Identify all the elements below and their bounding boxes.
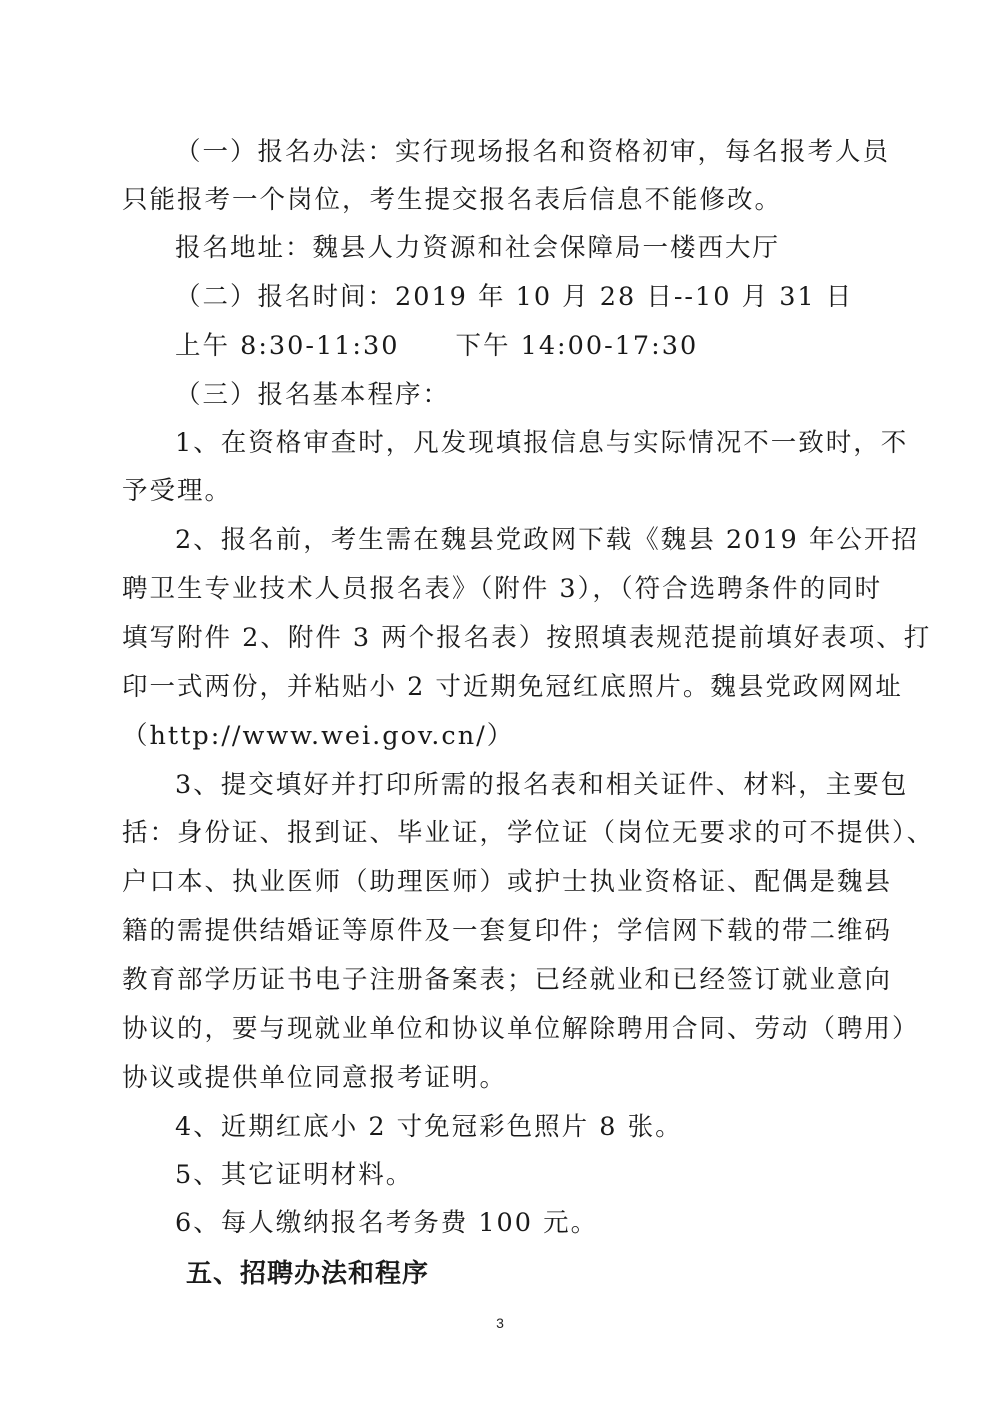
afternoon-hours: 下午 14:00-17:30 bbox=[455, 331, 699, 361]
text-line: 教育部学历证书电子注册备案表；已经就业和已经签订就业意向 bbox=[122, 965, 893, 995]
text-line: （http://www.wei.gov.cn/） bbox=[122, 721, 515, 751]
text-line: 填写附件 2、附件 3 两个报名表）按照填表规范提前填好表项、打 bbox=[122, 623, 932, 653]
text-line: 印一式两份，并粘贴小 2 寸近期免冠红底照片。魏县党政网网址 bbox=[122, 672, 903, 702]
text-line: 6、每人缴纳报名考务费 100 元。 bbox=[175, 1208, 599, 1238]
text-line: 括：身份证、报到证、毕业证，学位证（岗位无要求的可不提供）、 bbox=[122, 818, 935, 848]
text-line: （二）报名时间：2019 年 10 月 28 日--10 月 31 日 bbox=[175, 282, 854, 312]
section-heading: 五、招聘办法和程序 bbox=[186, 1259, 430, 1289]
text-line: 予受理。 bbox=[122, 476, 233, 506]
text-line: 只能报考一个岗位，考生提交报名表后信息不能修改。 bbox=[122, 185, 783, 215]
text-line: （一）报名办法：实行现场报名和资格初审，每名报考人员 bbox=[175, 137, 891, 167]
morning-hours: 上午 8:30-11:30 bbox=[175, 331, 400, 361]
text-line: 聘卫生专业技术人员报名表》（附件 3），（符合选聘条件的同时 bbox=[122, 574, 883, 604]
page-number: 3 bbox=[496, 1315, 504, 1331]
text-line: 3、提交填好并打印所需的报名表和相关证件、材料，主要包 bbox=[175, 770, 909, 800]
text-line: 协议的，要与现就业单位和协议单位解除聘用合同、劳动（聘用） bbox=[122, 1014, 920, 1044]
text-line bbox=[175, 328, 885, 364]
text-line: 1、在资格审查时，凡发现填报信息与实际情况不一致时，不 bbox=[175, 428, 909, 458]
text-line: 2、报名前，考生需在魏县党政网下载《魏县 2019 年公开招 bbox=[175, 525, 919, 555]
text-line: （三）报名基本程序： bbox=[175, 380, 451, 410]
text-line: 报名地址：魏县人力资源和社会保障局一楼西大厅 bbox=[175, 233, 781, 263]
text-line: 协议或提供单位同意报考证明。 bbox=[122, 1063, 508, 1093]
text-line: 5、其它证明材料。 bbox=[175, 1160, 414, 1190]
text-line: 4、近期红底小 2 寸免冠彩色照片 8 张。 bbox=[175, 1112, 683, 1142]
text-line: 籍的需提供结婚证等原件及一套复印件；学信网下载的带二维码 bbox=[122, 916, 893, 946]
text-line: 户口本、执业医师（助理医师）或护士执业资格证、配偶是魏县 bbox=[122, 867, 893, 897]
